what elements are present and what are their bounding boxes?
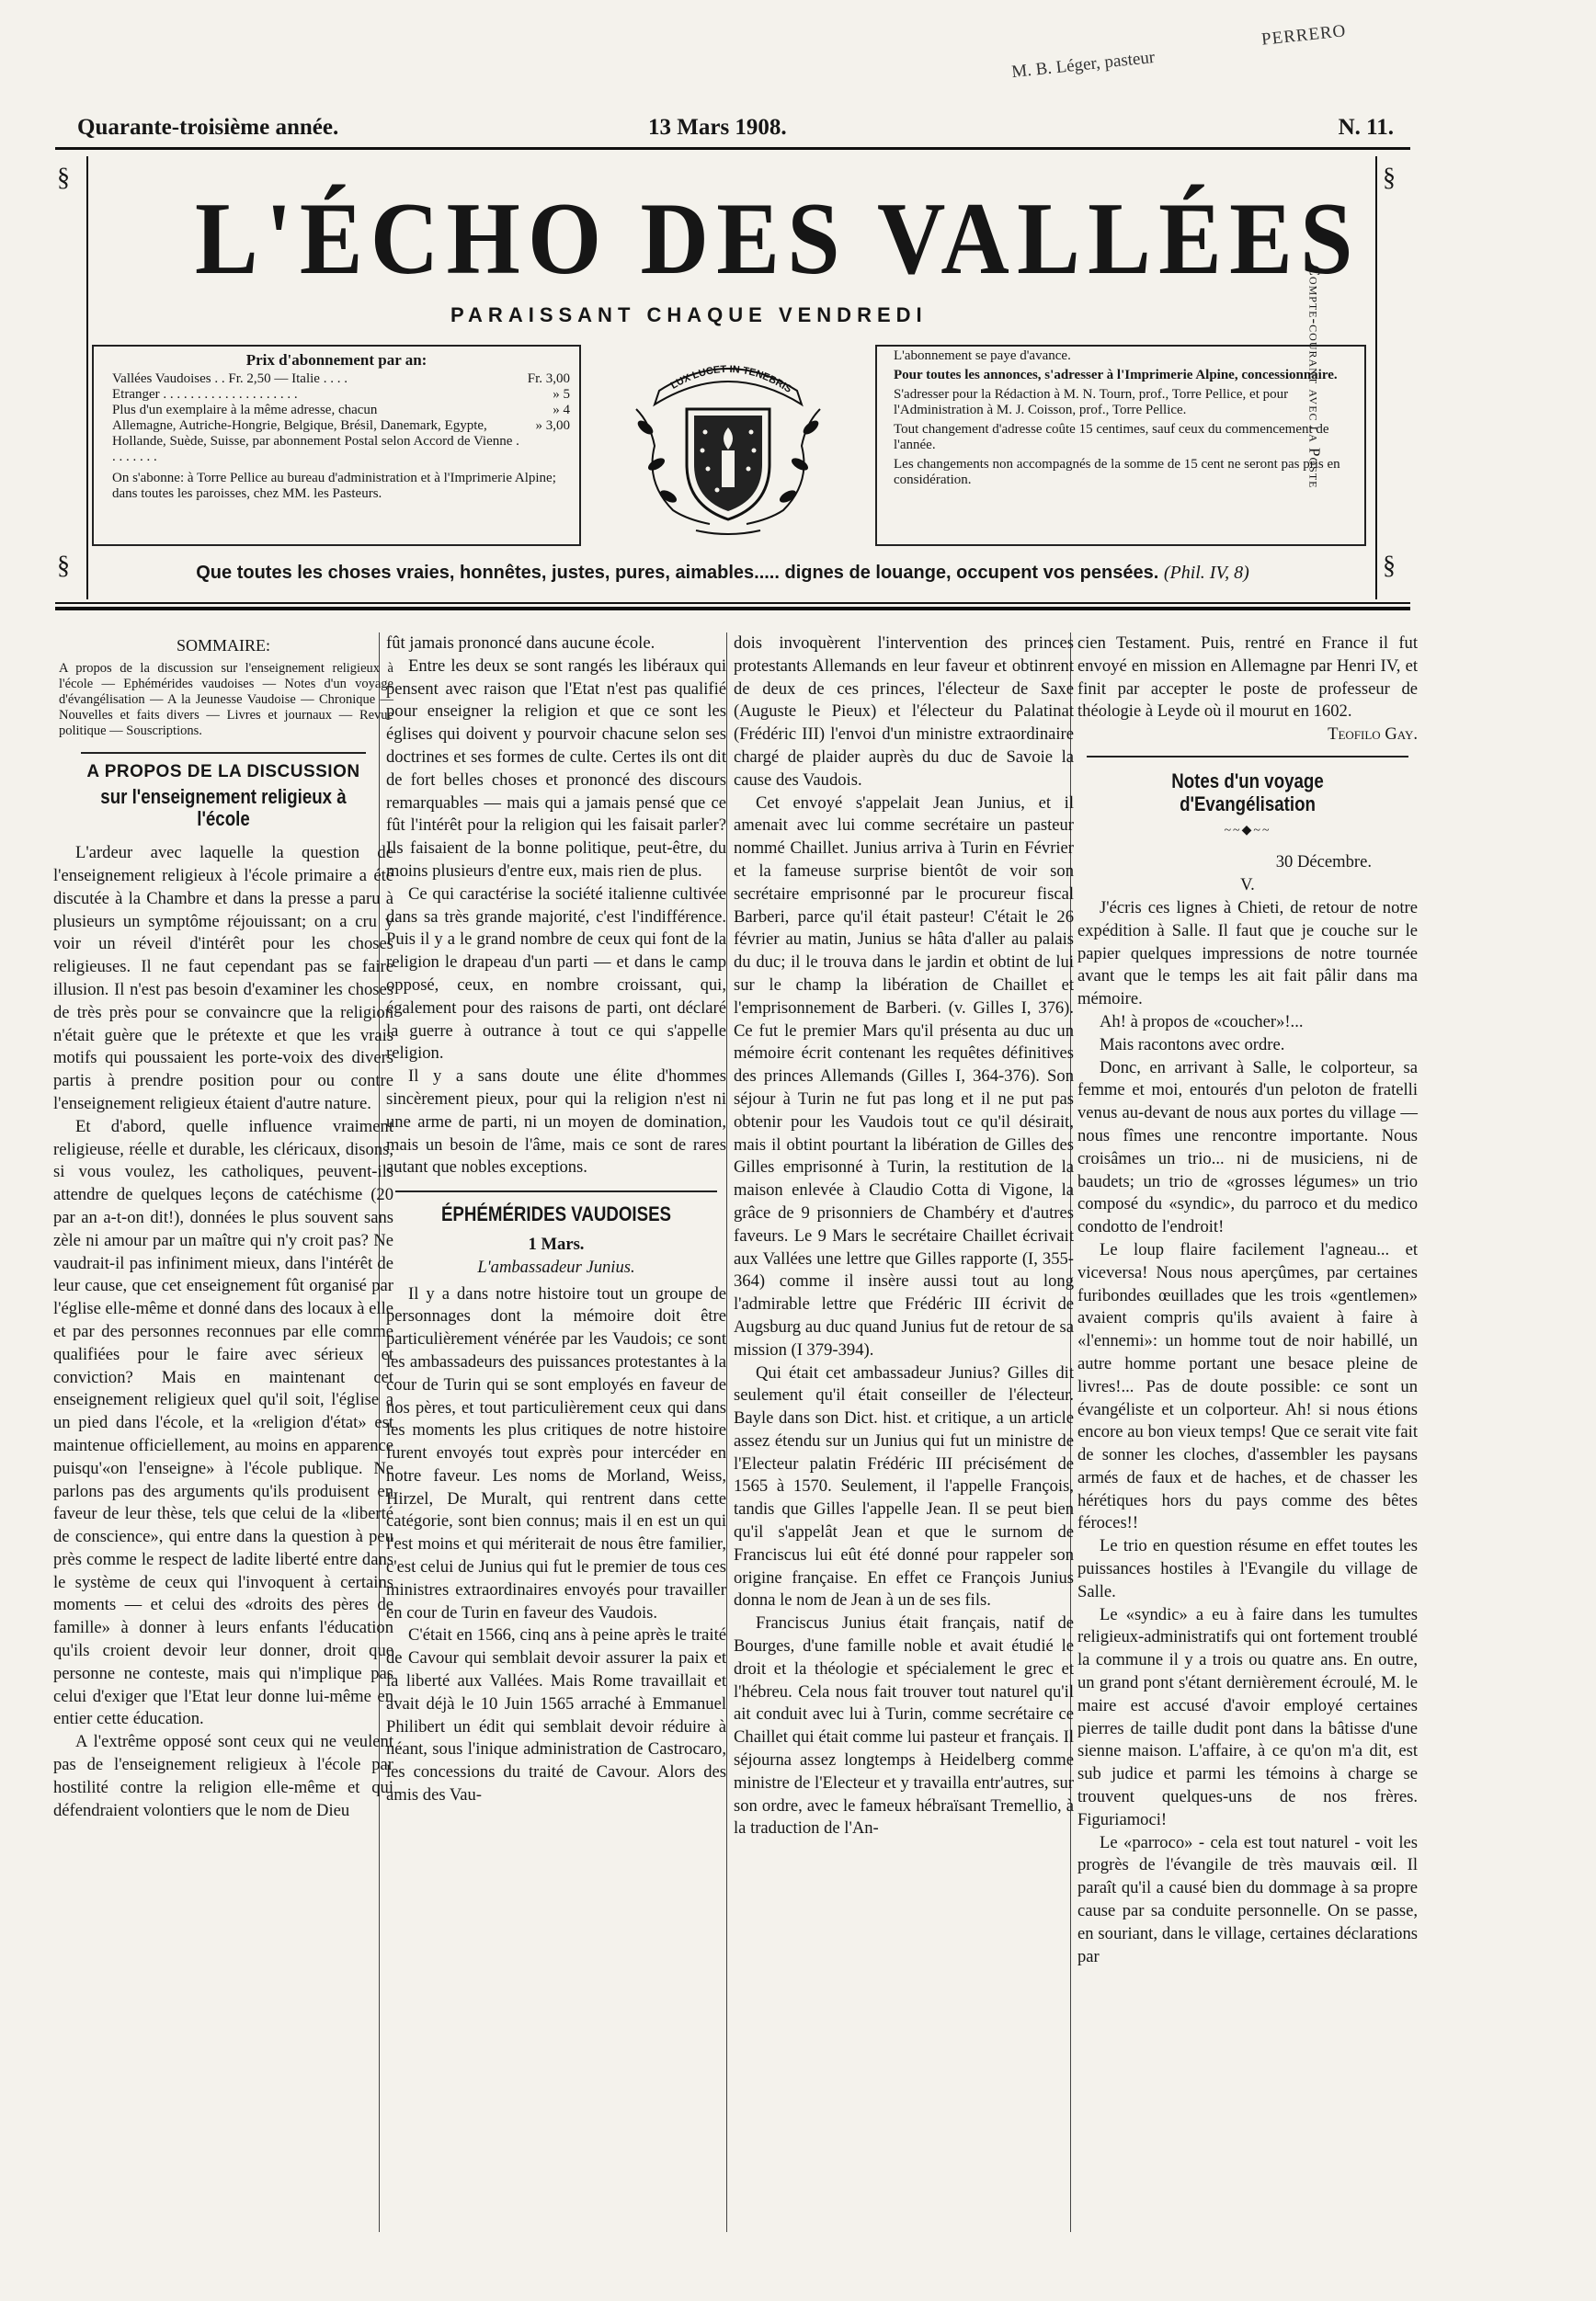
flourish-ornament: § [57, 552, 70, 580]
article-paragraph: Le «parroco» - cela est tout naturel - voit les progrès de l'évangile de très mauvais œil. Il paraît qu'il a causé bien du dommage à sa propre cause par sa conduite personnelle. On se passe, en souriant, dans le village, certaines déclarations par [1077, 1832, 1418, 1966]
article-paragraph: Franciscus Junius était français, natif de Bourges, d'une famille noble et avait étudié le droit et la théologie et spécialement le grec et l'hébreu. Cela nous fait trouver tout naturel qu'il ait conduit avec lui à Turin, comme secrétaire ce Chaillet qui était comme lui pasteur et français. Il séjourna assez longtemps à Heidelberg comme ministre de l'Electeur et y travailla entr'autres, sur son ordre, avec le fameux hébraïsant Tremellio, à la traduction de l'An- [734, 1613, 1074, 1839]
article-paragraph: cien Testament. Puis, rentré en France il fut envoyé en mission en Allemagne par Henri IV, et finit par accepter le poste de professeur de théologie à Leyde où il mourut en 1602. [1077, 633, 1418, 722]
article-paragraph: Et d'abord, quelle influence vraiment religieuse, réelle et durable, les cléricaux, disons, si vous voulez, les catholiques, peuvent-ils attendre de quelques leçons de catéchisme (20 par an a-t-on dit!), données le plus souvent sans zèle ni amour par un maître qui n'y croit pas? Ne vaudrait-il pas infiniment mieux, dans l'intérêt de leur cause, que cet enseignement fût organisé par l'église elle-même et donné dans des locaux à elle et par des personnes reconnues par elle comme qualifiées pour le faire avec sérieux et conviction? Mais en maintenant cet enseignement religieux quel qu'il soit, l'église a un pied dans l'école, et la «religion d'état» est maintenue officiellement, au moins en apparence puisqu'«on l'enseigne» à l'école publique. Ne parlons pas des arguments qu'ils produisent en faveur de leur thèse, tels que celui de la «liberté de conscience», qui entre dans la question à peu près comme le respect de ladite liberté entre dans le système de ceux qui l'invoquent à certains moments — et celui des «droits des pères de famille» à donner à leurs enfants l'éducation qu'ils croient devoir leur donner, droit que personne ne conteste, mais qui n'implique pas celui d'exiger que l'Etat leur donne lui-même en entier cette éducation. [53, 1116, 393, 1729]
article-paragraph: Il y a sans doute une élite d'hommes sincèrement pieux, pour qui la religion n'est ni une arme de parti, ni un moyen de domination, mais un besoin de l'âme, mais ce sont de rares autant que nobles exceptions. [386, 1066, 726, 1178]
ephemerides-subtitle: L'ambassadeur Junius. [477, 1257, 635, 1277]
section-rule [1087, 756, 1408, 758]
column-separator [726, 632, 727, 2232]
masthead-bottom-rule [55, 602, 1410, 604]
flourish-ornament: § [1383, 164, 1396, 192]
side-column-left [51, 156, 86, 598]
price-row [94, 371, 579, 387]
section-rule [395, 1190, 717, 1192]
column-1 [53, 632, 393, 1822]
article-paragraph: C'était en 1566, cinq ans à peine après le traité de Cavour qui semblait devoir assurer la paix et la liberté aux Vallées. Mais Rome travaillait et avait déjà le 10 Juin 1565 arraché à Emmanuel Philibert un édit qui semblait devoir réduire à néant, sous l'inique administration de Castrocaro, les concessions du traité de Cavour. Alors des amis des Vau- [386, 1625, 726, 1805]
flourish-ornament: § [1383, 552, 1396, 580]
article-paragraph: J'écris ces lignes à Chieti, de retour de notre expédition à Salle. Il faut que je couche sur le papier quelques impressions de notre tournée avant que le temps les ait fait pâlir dans ma mémoire. [1077, 897, 1418, 1009]
advert-line: L'abonnement se paye d'avance. [894, 348, 1071, 363]
notes-part-number: V. [1240, 875, 1255, 895]
subscription-note: On s'abonne: à Torre Pellice au bureau d'administration et à l'Imprimerie Alpine; dans toutes les paroisses, chez MM. les Pasteurs. [112, 471, 556, 501]
year-label: Quarante-troisième année. [77, 115, 339, 140]
article-paragraph: Qui était cet ambassadeur Junius? Gilles dit seulement qu'il était conseiller de l'électeur. Bayle dans son Dict. hist. et critique, a un article assez étendu sur un Junius qui fut un ministre de l'Electeur palatin Frédéric III précisément de 1565 à 1570. Seulement, il l'appelle François, tandis que Gilles l'appelle Jean. Il se peut bien qu'il s'appelât Jean et que le surnom de Franciscus lui eût été donné pour rappeler son origine française. En effet ce François Junius donna le nom de Jean à un de ses fils. [734, 1362, 1074, 1611]
location-stamp: PERRERO [1260, 21, 1348, 50]
article-paragraph: Ah! à propos de «coucher»!... [1100, 1011, 1304, 1031]
subscription-title: Prix d'abonnement par an: [245, 351, 428, 369]
notes-date: 30 Décembre. [1275, 852, 1372, 872]
price-label: Allemagne, Autriche-Hongrie, Belgique, Brésil, Danemark, Egypte, Hollande, Suède, Suisse, par abonnement Postal selon Accord de Vienne . . . . . . . . [112, 418, 519, 464]
side-text-right: Compte-courant avec la Poste [1305, 265, 1324, 489]
column-4 [1077, 632, 1418, 1968]
masthead-left-border [86, 156, 88, 599]
article-paragraph: Entre les deux se sont rangés les libéraux qui pensent avec raison que l'Etat n'est pas qualifié pour enseigner la religion et que ce sont les églises qui doivent y pourvoir chacune selon ses doctrines et ses formes de culte. Certes ils ont dit de fort belles choses et prononcé des discours remarquables — mais qui a jamais pensé que ce fût l'intérêt pour la religion qui les faisait parler? Ils faisaient de la bonne politique, peut-être, du moins plusieurs d'entre eux, mais rien de plus. [386, 655, 726, 881]
coat-of-arms-emblem [618, 354, 838, 542]
article-paragraph: Mais racontons avec ordre. [1100, 1034, 1285, 1054]
price-row [94, 418, 579, 465]
article-paragraph: L'ardeur avec laquelle la question de l'enseignement religieux à l'école primaire a été discutée à la Chambre et dans la presse a paru à plusieurs un symptôme réjouissant; on a cru y voir un réveil d'intérêt pour les choses religieuses. Il ne faut cependant pas se faire illusion. Il n'est pas besoin d'examiner les choses de très près pour se convaincre que la religion n'était guère que le prétexte et que les vrais motifs qui poussaient les porte-voix des divers partis à prendre position pour ou contre l'enseignement religieux étaient d'autre nature. [53, 843, 393, 1113]
sommaire-title: SOMMAIRE: [176, 636, 270, 655]
article-paragraph: Il y a dans notre histoire tout un groupe de personnages dont la mémoire doit être particulièrement vénérée par les Vaudois; ce sont les ambassadeurs des puissances protestantes à la cour de Turin qui se sont employés en faveur de nos pères, et tout particulièrement ceux qui dans les moments les plus critiques de notre histoire furent envoyés tout exprès pour intercéder en notre faveur. Les noms de Morland, Weiss, Hirzel, De Muralt, qui rentrent dans cette catégorie, sont bien connus; mais il en est un qui l'est moins et qui mériterait de nous être familier, c'est celui de Junius qui fut le premier de tous ces ministres extraordinaires envoyés pour travailler en cour de Turin en faveur des Vaudois. [386, 1283, 726, 1623]
notes-title: Notes d'un voyage d'Evangélisation [1171, 769, 1324, 815]
article-paragraph: Donc, en arrivant à Salle, le colporteur, sa femme et moi, entourés d'un peloton de fratelli venus au-devant de nous aux portes du village — nous fîmes une rencontre importante. Nous croisâmes un trio... ni de musiciens, ni de baudets; un trio de «grosses légumes» un trio composé du «syndic», du parroco et du medico condotto de l'endroit! [1077, 1057, 1418, 1237]
article-paragraph: dois invoquèrent l'intervention des princes protestants Allemands en leur faveur et obtinrent de deux de ces princes, l'électeur de Saxe (Auguste le Pieux) et l'électeur du Palatinat (Frédéric III) l'envoi d'un ministre extraordinaire chargé de plaider auprès du duc de Savoie la cause des Vaudois. [734, 633, 1074, 790]
sommaire-text: A propos de la discussion sur l'enseignement religieux à l'école — Ephémérides vaudoises — Notes d'un voyage d'évangélisation — A la Jeunesse Vaudoise — Chronique — Nouvelles et faits divers — Livres et journaux — Revue politique — Souscriptions. [59, 660, 393, 738]
article-subtitle: sur l'enseignement religieux à l'école [100, 784, 347, 831]
advert-line: S'adresser pour la Rédaction à M. N. Tourn, prof., Torre Pellice, et pour l'Administration à M. J. Coisson, prof., Torre Pellice. [894, 387, 1289, 417]
subscription-box [92, 345, 581, 546]
issue-number: N. 11. [1338, 115, 1394, 140]
article-paragraph: Le loup flaire facilement l'agneau... et viceversa! Nous nous aperçûmes, par certaines furibondes œuillades que les trois «gentlemen» avaient compris qu'ils avaient à faire à «l'ennemi»: un homme tout de noir habillé, un autre homme portant une besace pleine de livres!... Pas de doute possible: ce sont un évangéliste et un colporteur. Ah! si nous étions encore au bon vieux temps! Que ce serait vite fait de sonner les cloches, d'assembler les paysans armés de faux et de haches, et de chasser les hérétiques hors du pays comme des bêtes féroces!! [1077, 1239, 1418, 1533]
ephemerides-title: ÉPHÉMÉRIDES VAUDOISES [440, 1202, 672, 1226]
author-signature: Teofilo Gay. [1328, 724, 1418, 745]
price-row [94, 403, 579, 418]
article-paragraph: Le «syndic» a eu à faire dans les tumultes religieux-administratifs qui ont fortement troublé la commune il y a trois ou quatre ans. En outre, un grand pont s'étant dernièrement écroulé, M. le maire est accusé d'avoir employé certaines pierres de taille dudit pont dans la bâtisse d'une sienne maison. L'affaire, à ce qu'on m'a dit, est sub judice et parmi les témoins à charge se trouvent quelques-uns de nos frères. Figuriamoci! [1077, 1604, 1418, 1829]
price-label: Vallées Vaudoises . . Fr. 2,50 — Italie . . . . [112, 371, 348, 386]
newspaper-title: L'ÉCHO DES VALLÉES [195, 182, 1361, 296]
issue-date: 13 Mars 1908. [648, 115, 787, 140]
emblem-motto: LUX LUCET IN TENEBRIS [668, 363, 794, 395]
column-2 [386, 632, 726, 1807]
advert-line: Tout changement d'adresse coûte 15 centimes, sauf ceux du commencement de l'année. [894, 422, 1329, 452]
price-value: » 3,00 [535, 418, 570, 433]
motto-line [79, 563, 1366, 584]
article-title: A PROPOS DE LA DISCUSSION [86, 761, 360, 781]
article-paragraph: Cet envoyé s'appelait Jean Junius, et il amenait avec lui comme secrétaire un pasteur nommé Chaillet. Junius arriva à Turin en Février et la fameuse surprise bientôt de voir son secrétaire emprisonné par le procureur fiscal Barberi, parce qu'il était pasteur! C'était le 26 février au matin, Junius se hâta d'aller au palais du duc; il le trouva dans le jardin et obtint de lui sur le champ la libération de Chaillet et l'emprisonnement de Barberi. (v. Gilles I, 376). Ce fut le premier Mars qu'il présenta au duc un mémoire écrit contenant les requêtes définitives des princes Allemands (Gilles I, 364-376). Son séjour à Turin ne fut pas long et il ne put pas obtenir pour les Vaudois tout ce qu'il désirait, mais il obtint pourtant la libération de Gilles des Gilles emprisonné à Turin, la restitution de la maison enlevée à Claudio Cotta di Vigone, la grâce de 9 prisonniers de Chambéry et d'autres faveurs. Le 9 Mars le secrétaire Chaillet écrivait aux Vallées une lettre que Gilles rapporte (I, 355-364) comme il insère aussi tout au long l'admirable lettre que Frédéric III écrivit de Augsburg au duc quand Junius fut de retour de sa mission (I 379-394). [734, 792, 1074, 1360]
column-3 [734, 632, 1074, 1840]
ornament-divider: ~~◆~~ [1224, 823, 1271, 837]
advert-line: Pour toutes les annonces, s'adresser à l'Imprimerie Alpine, concessionnaire. [894, 368, 1338, 382]
section-rule [81, 752, 366, 754]
price-label: Plus d'un exemplaire à la même adresse, chacun [112, 403, 378, 417]
price-value: Fr. 3,00 [527, 371, 570, 386]
article-paragraph: Ce qui caractérise la société italienne cultivée dans sa très grande majorité, c'est l'indifférence. Puis il y a le grand nombre de ceux qui font de la religion le drapeau d'un parti — et dans le camp opposé, ceux, en nombre croissant, qui, également pour des raisons de parti, ont déclaré la guerre à outrance à tout ce qui s'appelle religion. [386, 883, 726, 1064]
article-paragraph: Le trio en question résume en effet toutes les puissances hostiles à l'Evangile du village de Salle. [1077, 1536, 1418, 1601]
article-paragraph: A l'extrême opposé sont ceux qui ne veulent pas de l'enseignement religieux à l'école par hostilité contre la religion elle-même et qui défendraient volontiers que le nom de Dieu [53, 1732, 393, 1820]
newspaper-subtitle: PARAISSANT CHAQUE VENDREDI [450, 303, 928, 326]
price-label: Etranger . . . . . . . . . . . . . . . . . . . . [112, 387, 298, 402]
masthead-bottom-rule-thick [55, 607, 1410, 610]
advert-line: Les changements non accompagnés de la somme de 15 cent ne seront pas pris en considération. [894, 457, 1340, 487]
price-value: » 5 [553, 387, 570, 402]
motto-text: Que toutes les choses vraies, honnêtes, justes, pures, aimables..... dignes de louange, occupent vos pensées. [196, 563, 1159, 583]
price-value: » 4 [553, 403, 570, 417]
motto-reference: (Phil. IV, 8) [1163, 563, 1249, 583]
ephemerides-date: 1 Mars. [528, 1234, 585, 1254]
advert-box [875, 345, 1366, 546]
flourish-ornament: § [57, 164, 70, 192]
owner-stamp: M. B. Léger, pasteur [1010, 47, 1157, 83]
price-row [94, 387, 579, 403]
article-paragraph: fût jamais prononcé dans aucune école. [386, 633, 656, 653]
top-rule [55, 147, 1410, 150]
side-column-right [1305, 156, 1412, 598]
